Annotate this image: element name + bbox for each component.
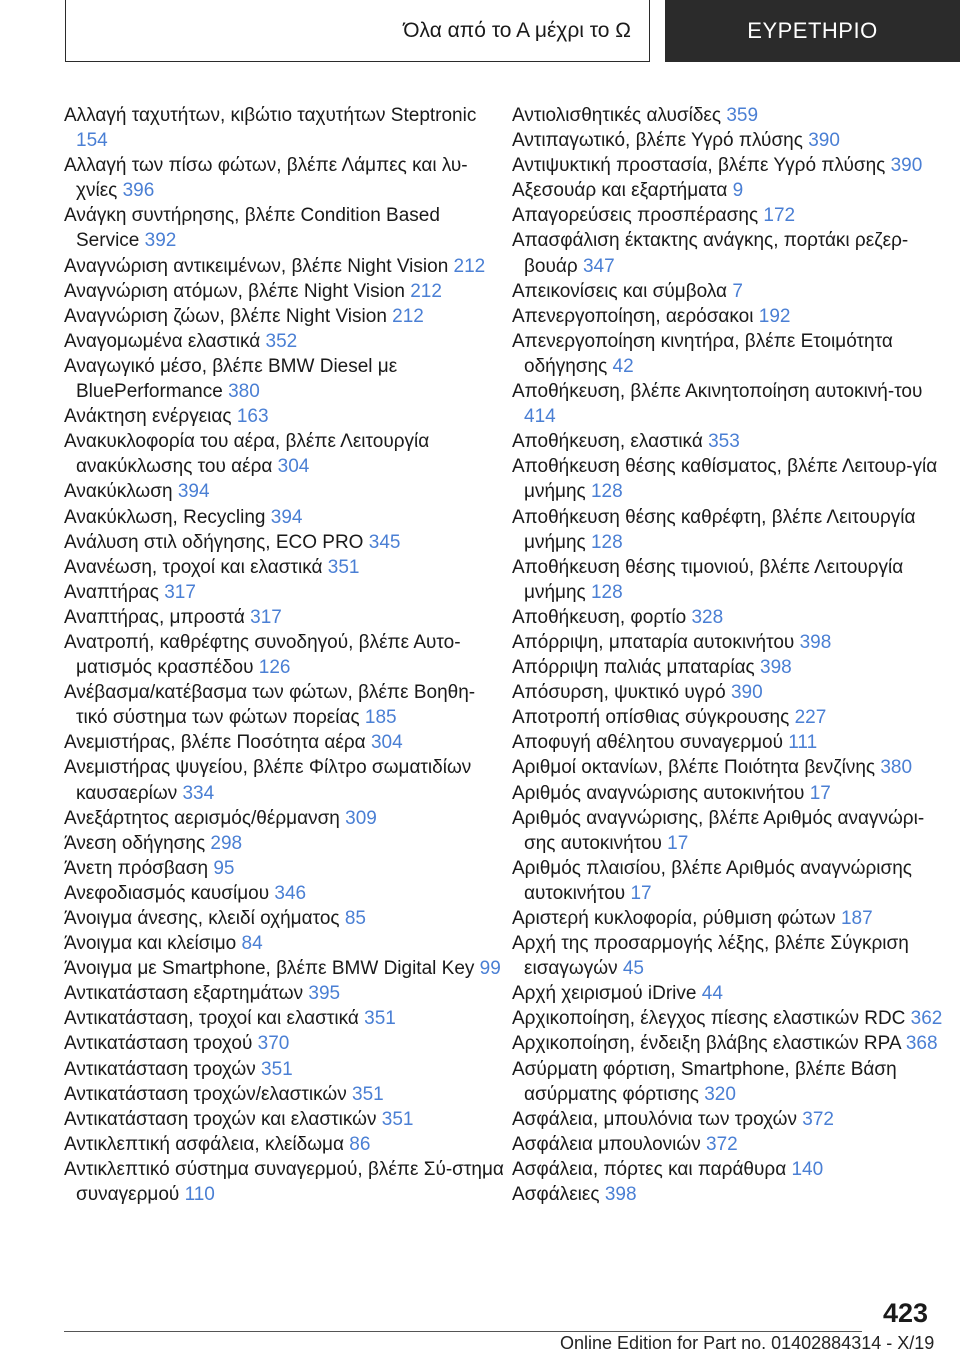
index-entry-page-link[interactable]: 17 (667, 832, 689, 854)
index-entry (64, 103, 504, 153)
index-column-left (64, 103, 504, 1207)
index-entry-term: Αντιψυκτική προστασία, βλέπε Υγρό πλύσης (512, 155, 886, 177)
index-entry (64, 856, 504, 881)
index-entry-term: Αναπτήρας (64, 581, 159, 603)
index-entry-term: Αλλαγή των πίσω φώτων, βλέπε Λάμπες και λυ-χνίες (64, 155, 468, 202)
index-entry-term: Αριθμός πλαισίου, βλέπε Αριθμός αναγνώρισης αυτοκινήτου (512, 857, 912, 904)
index-entry-term: Ασφάλειες (512, 1184, 600, 1206)
index-entry (512, 680, 952, 705)
index-entry-term: Αντικατάσταση τροχού (64, 1033, 253, 1055)
index-entry-term: Αντικατάσταση εξαρτημάτων (64, 983, 304, 1005)
index-entry (64, 153, 504, 203)
index-entry-term: Απόσυρση, ψυκτικό υγρό (512, 682, 726, 704)
index-entry (64, 931, 504, 956)
index-entry-term: Ασφάλεια, πόρτες και παράθυρα (512, 1158, 787, 1180)
index-entry-term: Ανέβασμα/κατέβασμα των φώτων, βλέπε Βοηθη-τικό σύστημα των φώτων πορείας (64, 682, 476, 729)
index-entry-term: Αντικλεπτικό σύστημα συναγερμού, βλέπε Σύ-στημα συναγερμού (64, 1158, 504, 1206)
index-entry-page-link[interactable]: 396 (122, 180, 155, 202)
index-entry-page-link[interactable]: 304 (277, 456, 310, 478)
index-entry-term: Αριθμός αναγνώρισης, βλέπε Αριθμός αναγνώρι-σης αυτοκινήτου (512, 807, 925, 854)
index-entry (512, 1057, 952, 1107)
index-entry-term: Αναγνώριση αντικειμένων, βλέπε Night Vision (64, 255, 449, 277)
index-entry-page-link[interactable]: 95 (213, 857, 235, 879)
index-entry-term: Αντικατάσταση τροχών (64, 1058, 256, 1080)
index-entry-term: Αντικατάσταση τροχών και ελαστικών (64, 1108, 377, 1130)
index-entry (512, 228, 952, 278)
chapter-tab[interactable] (65, 0, 650, 62)
index-entry (512, 203, 952, 228)
index-entry-term: Αριστερή κυκλοφορία, ρύθμιση φώτων (512, 908, 836, 929)
index-entry-term: Αποθήκευση θέσης τιμονιού, βλέπε Λειτουργία μνήμης (512, 556, 904, 603)
index-entry-page-link[interactable]: 395 (308, 983, 341, 1005)
index-entry-page-link[interactable]: 84 (241, 933, 263, 955)
index-entry-page-link[interactable]: 192 (758, 305, 791, 327)
index-entry (512, 655, 952, 680)
index-entry-page-link[interactable]: 394 (270, 506, 303, 528)
index-entry-page-link[interactable]: 398 (799, 631, 832, 653)
index-entry-term: Ανακύκλωση (64, 481, 173, 503)
index-entry-page-link[interactable]: 334 (182, 782, 215, 804)
index-entry-page-link[interactable]: 351 (381, 1108, 414, 1130)
index-entry-term: Αριθμοί οκτανίων, βλέπε Ποιότητα βενζίνης (512, 757, 876, 779)
index-entry (512, 178, 952, 203)
index-entry (512, 630, 952, 655)
index-entry-term: Απεικονίσεις και σύμβολα (512, 280, 728, 302)
index-entry-page-link[interactable]: 187 (840, 908, 873, 929)
index-entry-term: Ανεμιστήρας ψυγείου, βλέπε Φίλτρο σωματιδίων καυσαερίων (64, 757, 472, 804)
index-entry (64, 254, 504, 279)
index-entry-page-link[interactable]: 390 (890, 155, 923, 177)
index-entry-page-link[interactable]: 352 (265, 330, 298, 352)
index-entry-term: Αναγνώριση ατόμων, βλέπε Night Vision (64, 280, 405, 302)
index-entry-term: Άνοιγμα άνεσης, κλειδί οχήματος (64, 908, 340, 929)
index-entry-page-link[interactable]: 353 (708, 431, 740, 453)
index-entry-term: Αποθήκευση, ελαστικά (512, 431, 703, 453)
index-entry (64, 530, 504, 555)
edition-footer: Online Edition for Part no. 01402884314 - X/19 (560, 1333, 935, 1353)
index-entry-page-link[interactable]: 99 (479, 958, 501, 980)
index-entry-page-link[interactable]: 390 (808, 130, 840, 152)
index-entry-page-link[interactable]: 17 (809, 782, 831, 804)
index-entry-page-link[interactable]: 368 (905, 1033, 938, 1055)
index-entry (64, 580, 504, 605)
index-entry (512, 128, 952, 153)
index-entry-term: Αριθμός αναγνώρισης αυτοκινήτου (512, 782, 805, 804)
index-entry-page-link[interactable]: 140 (791, 1158, 824, 1180)
index-entry-term: Αντικατάσταση τροχών/ελαστικών (64, 1083, 347, 1105)
index-entry (64, 956, 504, 981)
index-entry (512, 1107, 952, 1132)
index-entry-page-link[interactable]: 9 (732, 180, 744, 202)
index-entry-page-link[interactable]: 128 (590, 481, 623, 503)
index-entry (512, 1006, 952, 1031)
index-entry-page-link[interactable]: 128 (590, 581, 623, 603)
index-entry-term: Αποθήκευση θέσης καθίσματος, βλέπε Λειτουρ-γία μνήμης (512, 456, 938, 503)
index-entry-page-link[interactable]: 172 (763, 205, 796, 227)
index-entry-page-link[interactable]: 317 (164, 581, 196, 603)
index-entry-page-link[interactable]: 309 (345, 807, 377, 829)
index-entry-term: Ανάλυση στιλ οδήγησης, ECO PRO (64, 531, 364, 553)
index-entry-term: Άνοιγμα με Smartphone, βλέπε BMW Digital Key (64, 958, 475, 980)
index-entry-term: Αντιπαγωτικό, βλέπε Υγρό πλύσης (512, 130, 803, 152)
index-entry-term: Αλλαγή ταχυτήτων, κιβώτιο ταχυτήτων Steptronic (64, 105, 477, 126)
index-entry-term: Ανανέωση, τροχοί και ελαστικά (64, 556, 323, 578)
index-entry-page-link[interactable]: 212 (453, 255, 486, 277)
index-entry (64, 304, 504, 329)
index-entry-page-link[interactable]: 304 (370, 732, 403, 754)
index-entry (512, 429, 952, 454)
index-entry (64, 630, 504, 680)
index-entry-page-link[interactable]: 370 (257, 1033, 290, 1055)
index-entry-term: Αρχικοποίηση, έλεγχος πίεσης ελαστικών RDC (512, 1008, 906, 1030)
index-entry-term: Ανεξάρτητος αερισμός/θέρμανση (64, 807, 340, 829)
index-entry-term: Ανατροπή, καθρέφτης συνοδηγού, βλέπε Αυτο-ματισμός κρασπέδου (64, 631, 461, 679)
index-entry-term: Απενεργοποίηση, αερόσακοι (512, 305, 754, 327)
index-entry-page-link[interactable]: 42 (612, 355, 634, 377)
index-entry-page-link[interactable]: 85 (344, 908, 366, 929)
index-entry (512, 906, 952, 931)
index-entry (512, 304, 952, 329)
index-entry (512, 781, 952, 806)
index-entry-page-link[interactable]: 227 (794, 707, 827, 729)
index-entry (512, 555, 952, 605)
index-entry-page-link[interactable]: 7 (732, 280, 743, 302)
index-entry-page-link[interactable]: 86 (349, 1133, 371, 1155)
index-entry (512, 755, 952, 780)
index-entry-term: Ανακύκλωση, Recycling (64, 506, 266, 528)
index-entry-page-link[interactable]: 298 (210, 832, 243, 854)
index-entry-term: Απενεργοποίηση κινητήρα, βλέπε Ετοιμότητα οδήγησης (512, 330, 893, 377)
index-entry-term: Αναγωγικό μέσο, βλέπε BMW Diesel με BluePerformance (64, 355, 398, 403)
index-entry (64, 605, 504, 630)
index-entry-term: Ανακυκλοφορία του αέρα, βλέπε Λειτουργία ανακύκλωσης του αέρα (64, 431, 430, 478)
index-entry (64, 404, 504, 429)
index-entry (64, 329, 504, 354)
index-entry-page-link[interactable]: 390 (730, 682, 763, 704)
index-entry (64, 881, 504, 906)
index-entry-page-link[interactable]: 345 (368, 531, 401, 553)
index-entry-term: Αποθήκευση, φορτίο (512, 606, 687, 628)
index-entry (512, 1157, 952, 1182)
index-entry (512, 329, 952, 379)
index-entry (64, 1132, 504, 1157)
index-entry-page-link[interactable]: 320 (704, 1083, 736, 1105)
index-entry (64, 806, 504, 831)
index-entry-page-link[interactable]: 128 (590, 531, 623, 553)
index-entry (512, 605, 952, 630)
index-entry (64, 279, 504, 304)
index-entry-term: Ανεμιστήρας, βλέπε Ποσότητα αέρα (64, 732, 366, 754)
index-entry-page-link[interactable]: 351 (352, 1083, 384, 1105)
index-entry-page-link[interactable]: 328 (691, 606, 724, 628)
index-entry (512, 1182, 952, 1207)
index-entry-page-link[interactable]: 362 (910, 1008, 943, 1030)
index-entry-page-link[interactable]: 212 (392, 305, 424, 327)
index-entry (64, 831, 504, 856)
index-entry (64, 1031, 504, 1056)
index-entry-term: Αξεσουάρ και εξαρτήματα (512, 180, 728, 202)
index-entry-term: Αναγομωμένα ελαστικά (64, 330, 261, 352)
index-entry-page-link[interactable]: 317 (250, 606, 282, 628)
footer-divider (64, 1331, 862, 1332)
index-entry-page-link[interactable]: 372 (802, 1108, 834, 1130)
index-entry-term: Αποφυγή αθέλητου συναγερμού (512, 732, 783, 754)
index-entry (512, 981, 952, 1006)
index-entry-page-link[interactable]: 111 (788, 732, 818, 754)
index-entry-term: Αντιολισθητικές αλυσίδες (512, 105, 722, 126)
index-column-right (512, 103, 952, 1207)
index-entry-page-link[interactable]: 17 (630, 882, 652, 904)
index-entry-term: Άνεση οδήγησης (64, 832, 206, 854)
index-entry-term: Άνοιγμα και κλείσιμο (64, 933, 237, 955)
index-entry-page-link[interactable]: 351 (327, 556, 360, 578)
index-entry-term: Αντικατάσταση, τροχοί και ελαστικά (64, 1008, 359, 1030)
index-entry (64, 1107, 504, 1132)
index-entry-page-link[interactable]: 347 (582, 255, 615, 277)
index-entry-page-link[interactable]: 394 (177, 481, 210, 503)
index-entry-term: Απασφάλιση έκτακτης ανάγκης, πορτάκι ρεζερ-βουάρ (512, 230, 909, 277)
index-entry-page-link[interactable]: 346 (274, 882, 307, 904)
index-entry-page-link[interactable]: 414 (524, 406, 556, 428)
index-entry-term: Αρχή της προσαρμογής λέξης, βλέπε Σύγκριση εισαγωγών (512, 933, 909, 980)
index-entry (64, 981, 504, 1006)
index-entry-page-link[interactable]: 163 (236, 406, 269, 428)
index-entry-term: Ασύρματη φόρτιση, Smartphone, βλέπε Βάση ασύρματης φόρτισης (512, 1058, 897, 1105)
index-entry-page-link[interactable]: 398 (760, 657, 792, 679)
index-entry (64, 555, 504, 580)
index-entry (512, 103, 952, 128)
index-entry (512, 730, 952, 755)
index-entry-page-link[interactable]: 185 (364, 707, 397, 729)
index-entry (64, 354, 504, 404)
index-entry (64, 755, 504, 805)
index-entry-page-link[interactable]: 351 (261, 1058, 293, 1080)
index-entry-term: Ασφάλεια μπουλονιών (512, 1133, 701, 1155)
index-entry (64, 1006, 504, 1031)
index-entry (512, 505, 952, 555)
index-entry-term: Αντικλεπτική ασφάλεια, κλείδωμα (64, 1133, 344, 1155)
index-entry (64, 1057, 504, 1082)
index-entry-page-link[interactable]: 110 (184, 1184, 215, 1206)
index-entry-page-link[interactable]: 44 (701, 983, 723, 1005)
index-entry (64, 1082, 504, 1107)
chapter-tab-label: Όλα από το Α μέχρι το Ω (403, 18, 631, 42)
index-entry (512, 931, 952, 981)
index-entry (64, 505, 504, 530)
index-entry-page-link[interactable]: 126 (258, 657, 291, 679)
index-entry (512, 1031, 952, 1056)
index-entry-term: Αποθήκευση θέσης καθρέφτη, βλέπε Λειτουργία μνήμης (512, 506, 916, 553)
index-entry-term: Άνετη πρόσβαση (64, 857, 209, 879)
index-entry (512, 806, 952, 856)
index-entry (64, 1157, 504, 1207)
index-entry-term: Ανεφοδιασμός καυσίμου (64, 882, 270, 904)
index-entry-term: Αρχικοποίηση, ένδειξη βλάβης ελαστικών RPA (512, 1033, 901, 1055)
index-entry (64, 906, 504, 931)
index-entry (512, 379, 952, 429)
index-entry-term: Ασφάλεια, μπουλόνια των τροχών (512, 1108, 797, 1130)
index-entry (512, 153, 952, 178)
index-entry (64, 203, 504, 253)
index-entry-term: Αποτροπή οπίσθιας σύγκρουσης (512, 707, 790, 729)
index-tab-label: ΕΥΡΕΤΗΡΙΟ (747, 18, 878, 43)
index-entry-term: Απόρριψη, μπαταρία αυτοκινήτου (512, 631, 795, 653)
index-entry (512, 705, 952, 730)
page-number: 423 (882, 1298, 928, 1328)
index-entry-page-link[interactable]: 212 (410, 280, 442, 302)
index-entry-term: Αναπτήρας, μπροστά (64, 606, 245, 628)
index-entry-term: Ανάγκη συντήρησης, βλέπε Condition Based Service (64, 205, 440, 252)
index-entry-term: Απόρριψη παλιάς μπαταρίας (512, 657, 755, 679)
index-entry-page-link[interactable]: 359 (726, 105, 759, 126)
index-entry-term: Ανάκτηση ενέργειας (64, 406, 232, 428)
index-entry (512, 454, 952, 504)
index-entry-page-link[interactable]: 154 (76, 130, 108, 152)
index-tab[interactable] (665, 0, 960, 62)
index-entry-page-link[interactable]: 380 (880, 757, 913, 779)
index-entry (64, 730, 504, 755)
index-entry-term: Αναγνώριση ζώων, βλέπε Night Vision (64, 305, 387, 327)
index-entry-page-link[interactable]: 351 (364, 1008, 396, 1030)
index-entry-page-link[interactable]: 392 (144, 230, 177, 252)
index-entry-page-link[interactable]: 45 (622, 958, 644, 980)
page-header (65, 0, 960, 64)
index-entry (64, 429, 504, 479)
index-entry (512, 279, 952, 304)
index-entry (512, 856, 952, 906)
index-entry (512, 1132, 952, 1157)
index-entry-term: Απαγορεύσεις προσπέρασης (512, 205, 759, 227)
index-entry-term: Αρχή χειρισμού iDrive (512, 983, 697, 1005)
index-entry-term: Αποθήκευση, βλέπε Ακινητοποίηση αυτοκινή-του (512, 381, 923, 403)
index-entry (64, 680, 504, 730)
index-entry-page-link[interactable]: 372 (706, 1133, 738, 1155)
index-entry-page-link[interactable]: 380 (228, 381, 260, 403)
index-entry-page-link[interactable]: 398 (604, 1184, 637, 1206)
index-entry (64, 479, 504, 504)
